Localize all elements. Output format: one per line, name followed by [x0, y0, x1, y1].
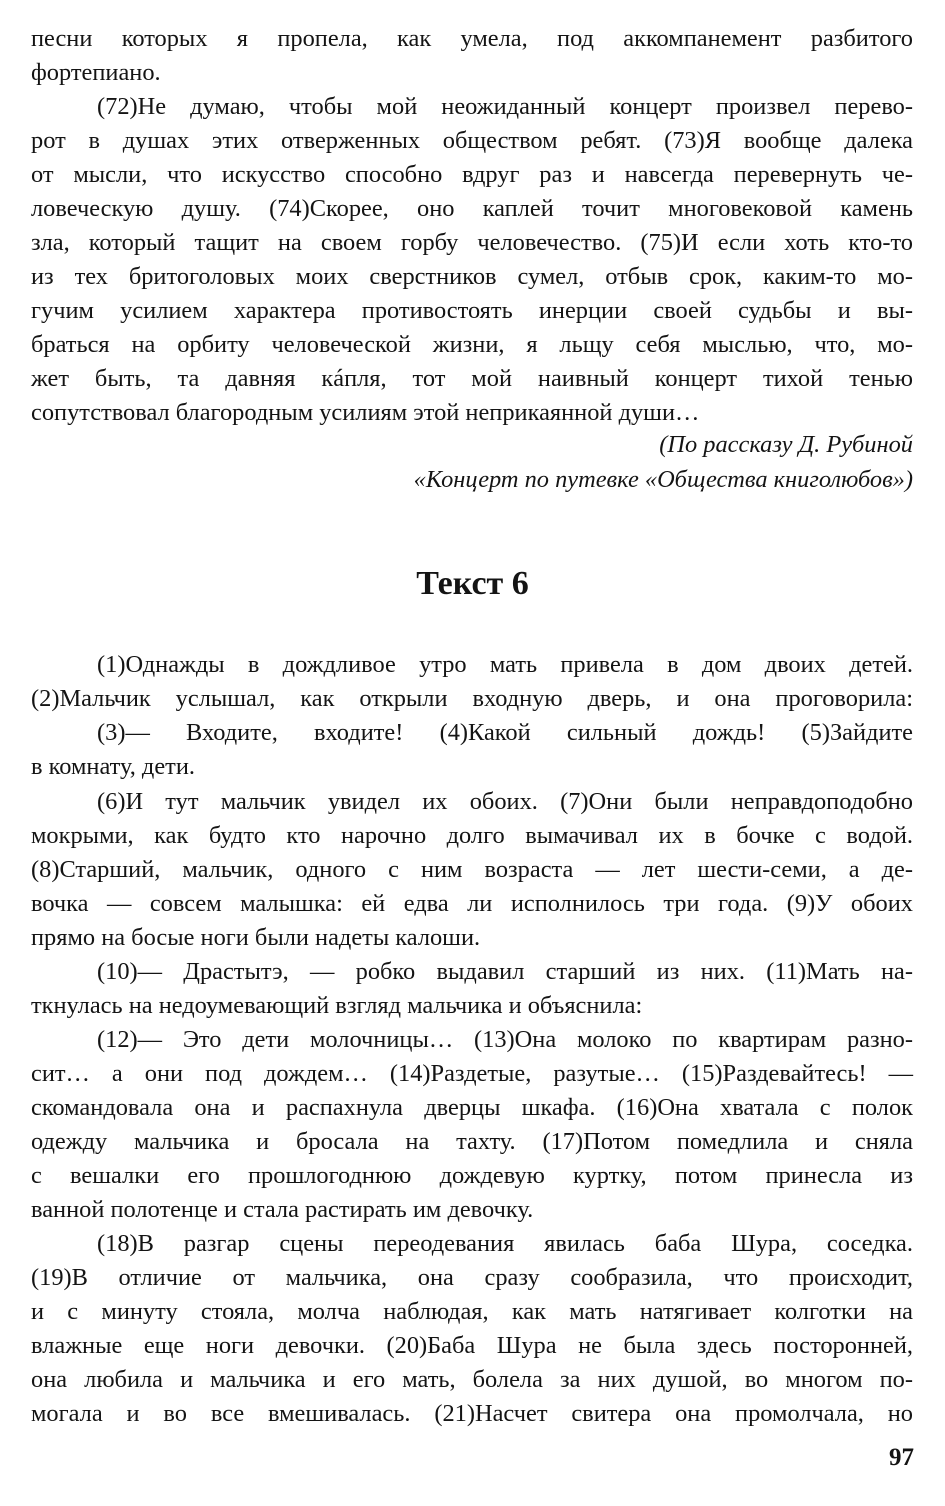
text-line: от мысли, что искусство способно вдруг раз и навсегда перевернуть че- — [31, 161, 913, 188]
text-line: рот в душах этих отверженных обществом ребят. (73)Я вообще далека — [31, 127, 913, 154]
text-line: мокрыми, как будто кто нарочно долго вымачивал их в бочке с водой. — [31, 822, 913, 849]
paragraph-start-line: (1)Однажды в дождливое утро мать привела в дом двоих детей. — [97, 651, 913, 678]
text-line: прямо на босые ноги были надеты калоши. — [31, 924, 481, 951]
text-line: фортепиано. — [31, 59, 161, 86]
text-line: (19)В отличие от мальчика, она сразу сообразила, что происходит, — [31, 1264, 913, 1291]
attribution-author: (По рассказу Д. Рубиной — [659, 431, 913, 458]
text-line: песни которых я пропела, как умела, под аккомпанемент разбитого — [31, 25, 913, 52]
text-line: (2)Мальчик услышал, как открыли входную дверь, и она проговорила: — [31, 685, 913, 712]
text-line: с вешалки его прошлогоднюю дождевую куртку, потом принесла из — [31, 1162, 913, 1189]
text-line: в комнату, дети. — [31, 753, 195, 780]
text-line: жет быть, та давняя кáпля, тот мой наивный концерт тихой тенью — [31, 365, 913, 392]
text-line: влажные еще ноги девочки. (20)Баба Шура не была здесь посторонней, — [31, 1332, 913, 1359]
paragraph-start-line: (6)И тут мальчик увидел их обоих. (7)Они были неправдоподобно — [97, 788, 913, 815]
text-line: зла, который тащит на своем горбу человечество. (75)И если хоть кто-то — [31, 229, 913, 256]
text-line: сопутствовал благородным усилиям этой неприкаянной души… — [31, 399, 700, 426]
paragraph-start-line: (10)— Драстытэ, — робко выдавил старший из них. (11)Мать на- — [97, 958, 913, 985]
text-line: (8)Старший, мальчик, одного с ним возраста — лет шести-семи, а де- — [31, 856, 913, 883]
text-line: ванной полотенце и стала растирать им девочку. — [31, 1196, 534, 1223]
text-line: вочка — совсем малышка: ей едва ли исполнилось три года. (9)У обоих — [31, 890, 913, 917]
text-line: одежду мальчика и бросала на тахту. (17)Потом помедлила и сняла — [31, 1128, 913, 1155]
text-line: из тех бритоголовых моих сверстников сумел, отбыв срок, каким-то мо- — [31, 263, 913, 290]
page-number: 97 — [889, 1444, 914, 1471]
attribution-title: «Концерт по путевке «Общества книголюбов») — [413, 466, 913, 493]
text-line: она любила и мальчика и его мать, болела за них душой, во многом по- — [31, 1366, 913, 1393]
text-line: гучим усилием характера противостоять инерции своей судьбы и вы- — [31, 297, 913, 324]
text-line: браться на орбиту человеческой жизни, я льщу себя мыслью, что, мо- — [31, 331, 913, 358]
paragraph-start-line: (3)— Входите, входите! (4)Какой сильный дождь! (5)Зайдите — [97, 719, 913, 746]
text-line: скомандовала она и распахнула дверцы шкафа. (16)Она хватала с полок — [31, 1094, 913, 1121]
text-line: ткнулась на недоумевающий взгляд мальчика и объяснила: — [31, 992, 643, 1019]
paragraph-start-line: (12)— Это дети молочницы… (13)Она молоко по квартирам разно- — [97, 1026, 913, 1053]
paragraph-start-line: (18)В разгар сцены переодевания явилась баба Шура, соседка. — [97, 1230, 913, 1257]
text-line: сит… а они под дождем… (14)Раздетые, разутые… (15)Раздевайтесь! — — [31, 1060, 913, 1087]
paragraph-start-line: (72)Не думаю, чтобы мой неожиданный концерт произвел перево- — [97, 93, 913, 120]
text-line: ловеческую душу. (74)Скорее, оно каплей точит многовековой камень — [31, 195, 913, 222]
text-line: и с минуту стояла, молча наблюдая, как мать натягивает колготки на — [31, 1298, 913, 1325]
section-heading: Текст 6 — [416, 565, 529, 602]
text-line: могала и во все вмешивалась. (21)Насчет свитера она промолчала, но — [31, 1400, 913, 1427]
